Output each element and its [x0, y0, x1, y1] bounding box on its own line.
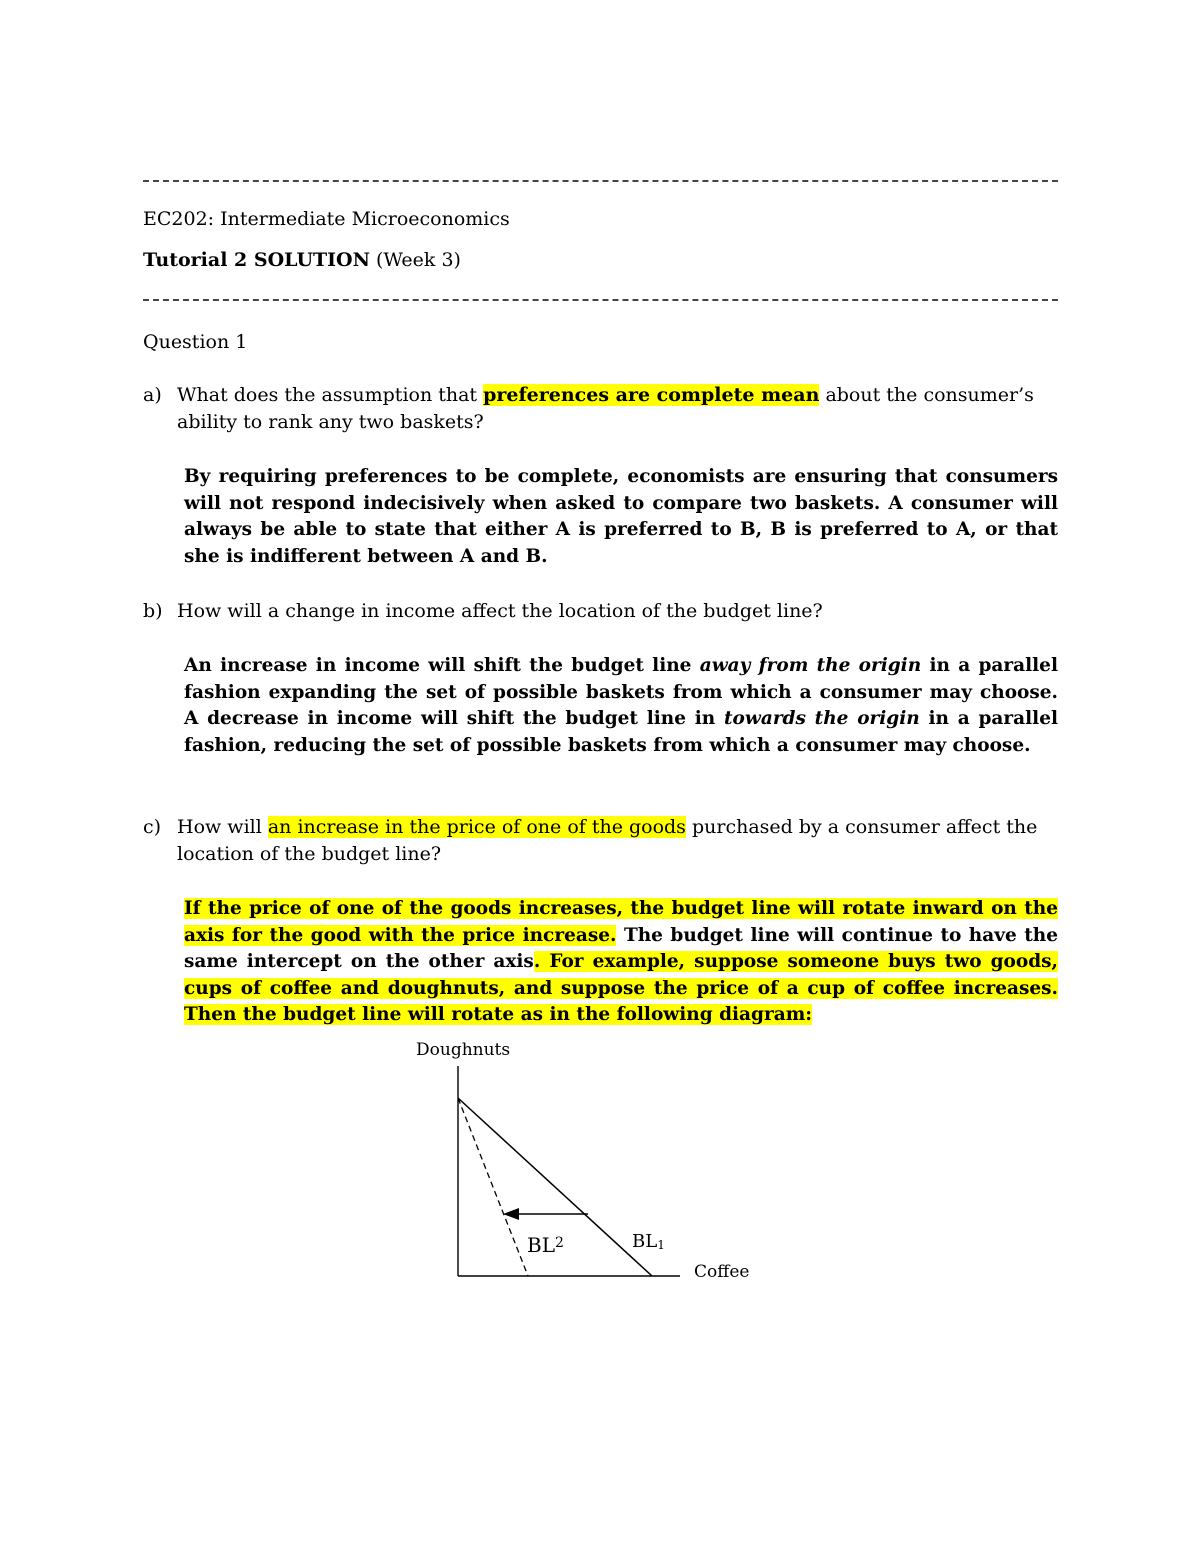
question-c-post: purchased by a consumer affect the location of the budget line?	[177, 816, 1038, 865]
question-title: Question 1	[143, 331, 248, 353]
answer-c-middle: The budget line will continue to have the same intercept on the other axis	[184, 924, 1058, 972]
answer-c-highlight2: For example, suppose someone buys two goods, cups of coffee and doughnuts, and suppose the price of a cup of coffee increases. Then the budget line will rotate as in the following diagram:	[184, 951, 1058, 1025]
answer-b-part2: in a parallel fashion expanding the set of possible baskets from which a consumer may choose. A decrease in income will shift the budget line in	[184, 655, 1058, 729]
bl2-label	[527, 1233, 564, 1257]
course-title: EC202: Intermediate Microeconomics	[143, 208, 510, 230]
y-axis-label: Doughnuts	[416, 1040, 511, 1060]
question-a-highlight: preferences are complete mean	[483, 384, 820, 406]
question-c-text	[177, 814, 1058, 868]
answer-b-emphasis2: towards the origin	[724, 708, 920, 729]
answer-b-part3: in a parallel fashion, reducing the set of possible baskets from which a consumer may choose.	[184, 708, 1058, 756]
question-c-highlight: an increase in the price of one of the goods	[267, 816, 686, 838]
question-a-text	[177, 382, 1058, 436]
answer-b-part1: An increase in income will shift the budget line	[184, 655, 700, 676]
tutorial-heading-bold: Tutorial 2 SOLUTION	[143, 249, 370, 271]
second-dashed-rule	[143, 299, 1058, 301]
bl1-label-sub: 1	[657, 1238, 665, 1252]
bl1-label-main: BL	[632, 1231, 658, 1252]
tutorial-heading-week: (Week 3)	[369, 249, 461, 271]
question-b-text: How will a change in income affect the location of the budget line?	[177, 600, 823, 622]
answer-c	[184, 896, 1058, 1029]
question-a-post: about the consumer’s ability to rank any two baskets?	[177, 384, 1034, 433]
answer-c-highlight1: If the price of one of the goods increases, the budget line will rotate inward on the axis for the good with the price increase.	[184, 898, 1058, 946]
top-dashed-rule	[143, 180, 1058, 182]
answer-b	[184, 653, 1058, 759]
answer-b-emphasis1: away from the origin	[699, 655, 922, 676]
question-a-pre: What does the assumption that	[177, 384, 484, 406]
question-c-letter: c)	[143, 816, 162, 838]
x-axis-label: Coffee	[694, 1262, 750, 1282]
bl1-label	[632, 1231, 665, 1252]
question-b-letter: b)	[143, 600, 163, 622]
budget-line-diagram	[380, 1030, 800, 1300]
answer-c-dot: .	[533, 951, 541, 972]
rotation-arrow-head	[503, 1208, 519, 1220]
question-a-letter: a)	[143, 384, 162, 406]
bl2-label-main: BL	[527, 1233, 555, 1257]
bl2-label-sub: 2	[554, 1235, 564, 1251]
tutorial-heading	[143, 247, 461, 273]
answer-a: By requiring preferences to be complete, economists are ensuring that consumers will not respond indecisively when asked to compare two baskets. A consumer will always be able to state that either A is preferred to B, B is preferred to A, or that she is indifferent between A and B.	[184, 466, 1058, 567]
budget-line-bl2-dashed	[458, 1098, 528, 1276]
question-c-pre: How will	[177, 816, 268, 838]
